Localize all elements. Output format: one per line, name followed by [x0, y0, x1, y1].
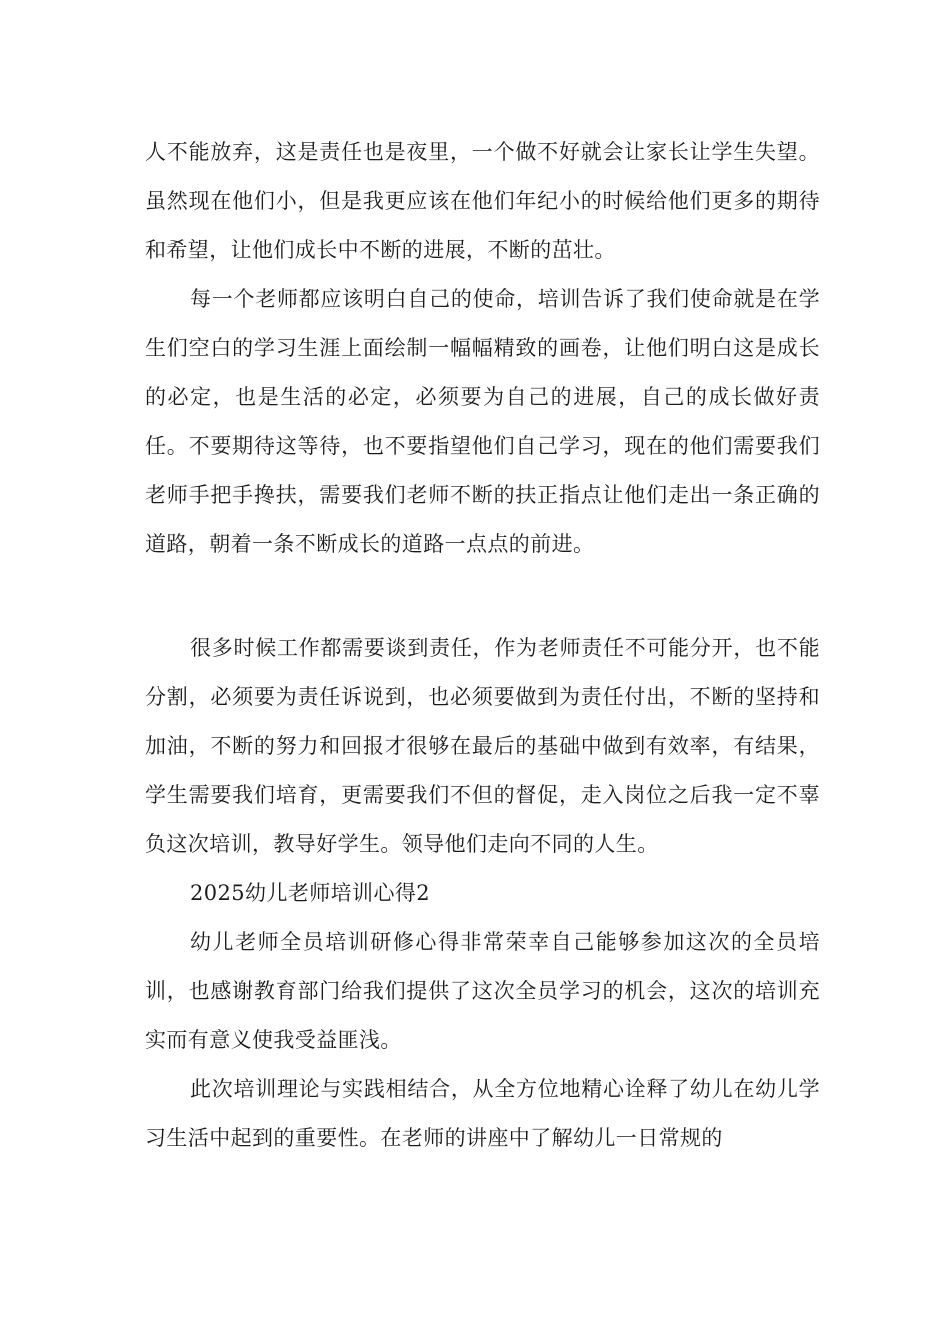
paragraph-practice: 此次培训理论与实践相结合，从全方位地精心诠释了幼儿在幼儿学习生活中起到的重要性。在老师的讲座中了解幼儿一日常规的 [145, 1077, 820, 1150]
text-block-bottom [145, 624, 820, 1163]
paragraph-continuation: 人不能放弃，这是责任也是夜里，一个做不好就会让家长让学生失望。虽然现在他们小，但是我更应该在他们年纪小的时候给他们更多的期待和希望，让他们成长中不断的进展，不断的茁壮。 [145, 140, 820, 262]
paragraph-mission: 每一个老师都应该明白自己的使命，培训告诉了我们使命就是在学生们空白的学习生涯上面绘制一幅幅精致的画卷，让他们明白这是成长的必定，也是生活的必定，必须要为自己的进展，自己的成长做好责任。不要期待这等待，也不要指望他们自己学习，现在的他们需要我们老师手把手搀扶，需要我们老师不断的扶正指点让他们走出一条正确的道路，朝着一条不断成长的道路一点点的前进。 [145, 287, 820, 556]
paragraph-intro: 幼儿老师全员培训研修心得非常荣幸自己能够参加这次的全员培训，也感谢教育部门给我们提供了这次全员学习的机会，这次的培训充实而有意义使我受益匪浅。 [145, 930, 820, 1052]
paragraph-responsibility: 很多时候工作都需要谈到责任，作为老师责任不可能分开，也不能分割，必须要为责任诉说到，也必须要做到为责任付出，不断的坚持和加油，不断的努力和回报才很够在最后的基础中做到有效率，有结果，学生需要我们培育，更需要我们不但的督促，走入岗位之后我一定不辜负这次培训，教导好学生。领导他们走向不同的人生。 [145, 636, 820, 856]
section-title: 2025幼儿老师培训心得2 [190, 881, 431, 905]
text-block-top [145, 128, 820, 569]
